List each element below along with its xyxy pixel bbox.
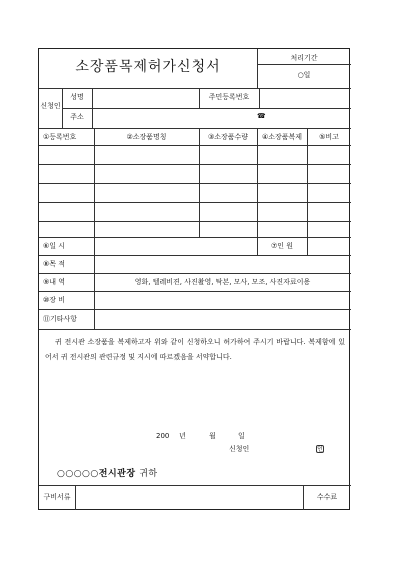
signer-label: 신청인 <box>229 445 250 453</box>
seal-mark: 인 <box>317 446 323 453</box>
attachments-field[interactable] <box>76 486 302 509</box>
date-year-unit: 년 <box>179 432 186 440</box>
processing-period-label: 처리기간 <box>290 54 318 62</box>
column-remarks: ⑤비고 <box>319 133 339 141</box>
name-field[interactable] <box>93 89 198 107</box>
phone-icon: ☎ <box>257 112 266 120</box>
divider <box>39 329 351 330</box>
content-label: ⑨내 역 <box>43 278 66 286</box>
fee-label: 수수료 <box>316 493 338 501</box>
table-row[interactable] <box>39 222 351 237</box>
datetime-label: ⑥일 시 <box>43 242 66 250</box>
column-item-reproduction: ④소장품복제 <box>261 133 303 141</box>
column-item-name: ②소장품명칭 <box>126 133 167 141</box>
equipment-field[interactable] <box>95 292 350 308</box>
date-day-unit: 일 <box>238 432 245 440</box>
permit-application-form <box>38 48 350 510</box>
date-year: 200 <box>156 432 170 440</box>
divider <box>39 273 351 274</box>
addressee <box>57 468 158 480</box>
table-row[interactable] <box>39 165 351 183</box>
purpose-label: ⑧목 적 <box>43 260 66 268</box>
purpose-field[interactable] <box>95 256 350 272</box>
address-field[interactable] <box>93 109 253 127</box>
address-label: 주소 <box>70 113 84 121</box>
form-title: 소장품목제허가신청서 <box>75 59 221 75</box>
date-month-unit: 월 <box>209 432 216 440</box>
addressee-suffix: 귀하 <box>139 469 158 479</box>
equipment-label: ⑩장 비 <box>43 296 66 304</box>
divider <box>257 64 351 65</box>
table-row[interactable] <box>39 184 351 202</box>
addressee-name: ○○○○○전시관장 <box>57 469 136 479</box>
attachments-label: 구비서류 <box>43 493 71 501</box>
phone-field[interactable] <box>267 109 350 127</box>
rrn-label: 주민등록번호 <box>208 93 250 101</box>
other-label: ⑪기타사항 <box>43 315 78 323</box>
people-count-label: ⑦인 원 <box>270 242 294 250</box>
table-row[interactable] <box>39 203 351 221</box>
other-field[interactable] <box>95 310 350 328</box>
datetime-field[interactable] <box>95 238 256 254</box>
name-label: 성명 <box>70 93 84 101</box>
rrn-field[interactable] <box>260 89 350 107</box>
people-count-field[interactable] <box>308 238 350 254</box>
applicant-side-label: 신청인 <box>40 102 61 110</box>
column-registration-number: ①등록번호 <box>43 133 77 141</box>
pledge-statement: 귀 전시관 소장품을 복제하고자 위와 같이 신청하오니 허가하여 주시기 바랍니다. 복제함에 있어서 귀 전시관의 관련규정 및 지시에 따르겠음을 서약합니다. <box>45 338 345 361</box>
divider <box>39 128 351 129</box>
table-row[interactable] <box>39 146 351 164</box>
content-options: 영화, 텔레비젼, 사진촬영, 탁본, 모사, 모조, 사진자료이용 <box>134 278 311 286</box>
column-item-quantity: ③소장품수량 <box>207 133 249 141</box>
processing-period-value: ○일 <box>297 71 311 79</box>
